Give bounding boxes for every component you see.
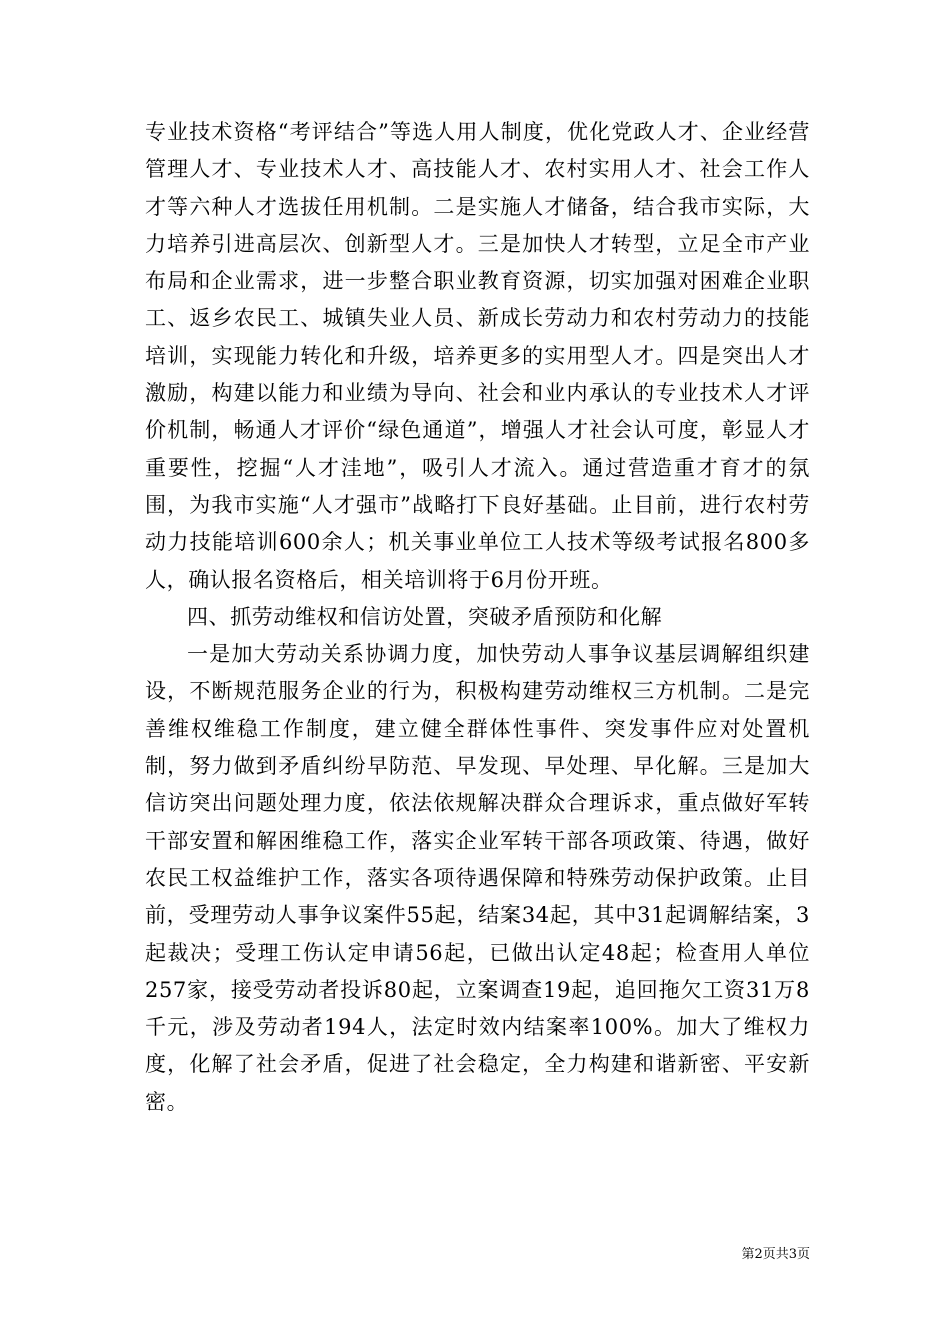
paragraph-labor-rights: 一是加大劳动关系协调力度，加快劳动人事争议基层调解组织建设，不断规范服务企业的行为，积极构建劳动维权三方机制。二是完善维权维稳工作制度，建立健全群体性事件、突发事件应对处置机制，努力做到矛盾纠纷早防范、早发现、早处理、早化解。三是加大信访突出问题处理力度，依法依规解决群众合理诉求，重点做好军转干部安置和解困维稳工作，落实企业军转干部各项政策、待遇，做好农民工权益维护工作，落实各项待遇保障和特殊劳动保护政策。止目前，受理劳动人事争议案件55起，结案34起，其中31起调解结案，3起裁决；受理工伤认定申请56起，已做出认定48起；检查用人单位257家，接受劳动者投诉80起，立案调查19起，追回拖欠工资31万8千元，涉及劳动者194人，法定时效内结案率100%。加大了维权力度，化解了社会矛盾，促进了社会稳定，全力构建和谐新密、平安新密。 bbox=[145, 642, 810, 1114]
page-number: 第2页共3页 bbox=[741, 1247, 810, 1262]
document-body bbox=[145, 114, 810, 1121]
paragraph-talent-mechanism: 专业技术资格“考评结合”等选人用人制度，优化党政人才、企业经营管理人才、专业技术人才、高技能人才、农村实用人才、社会工作人才等六种人才选拔任用机制。二是实施人才储备，结合我市实际，大力培养引进高层次、创新型人才。三是加快人才转型，立足全市产业布局和企业需求，进一步整合职业教育资源，切实加强对困难企业职工、返乡农民工、城镇失业人员、新成长劳动力和农村劳动力的技能培训，实现能力转化和升级，培养更多的实用型人才。四是突出人才激励，构建以能力和业绩为导向、社会和业内承认的专业技术人才评价机制，畅通人才评价“绿色通道”，增强人才社会认可度，彰显人才重要性，挖掘“人才洼地”，吸引人才流入。通过营造重才育才的氛围，为我市实施“人才强市”战略打下良好基础。止目前，进行农村劳动力技能培训600余人；机关事业单位工人技术等级考试报名800多人，确认报名资格后，相关培训将于6月份开班。 bbox=[145, 120, 810, 592]
section-heading-labor-rights: 四、抓劳动维权和信访处置，突破矛盾预防和化解 bbox=[187, 604, 663, 629]
